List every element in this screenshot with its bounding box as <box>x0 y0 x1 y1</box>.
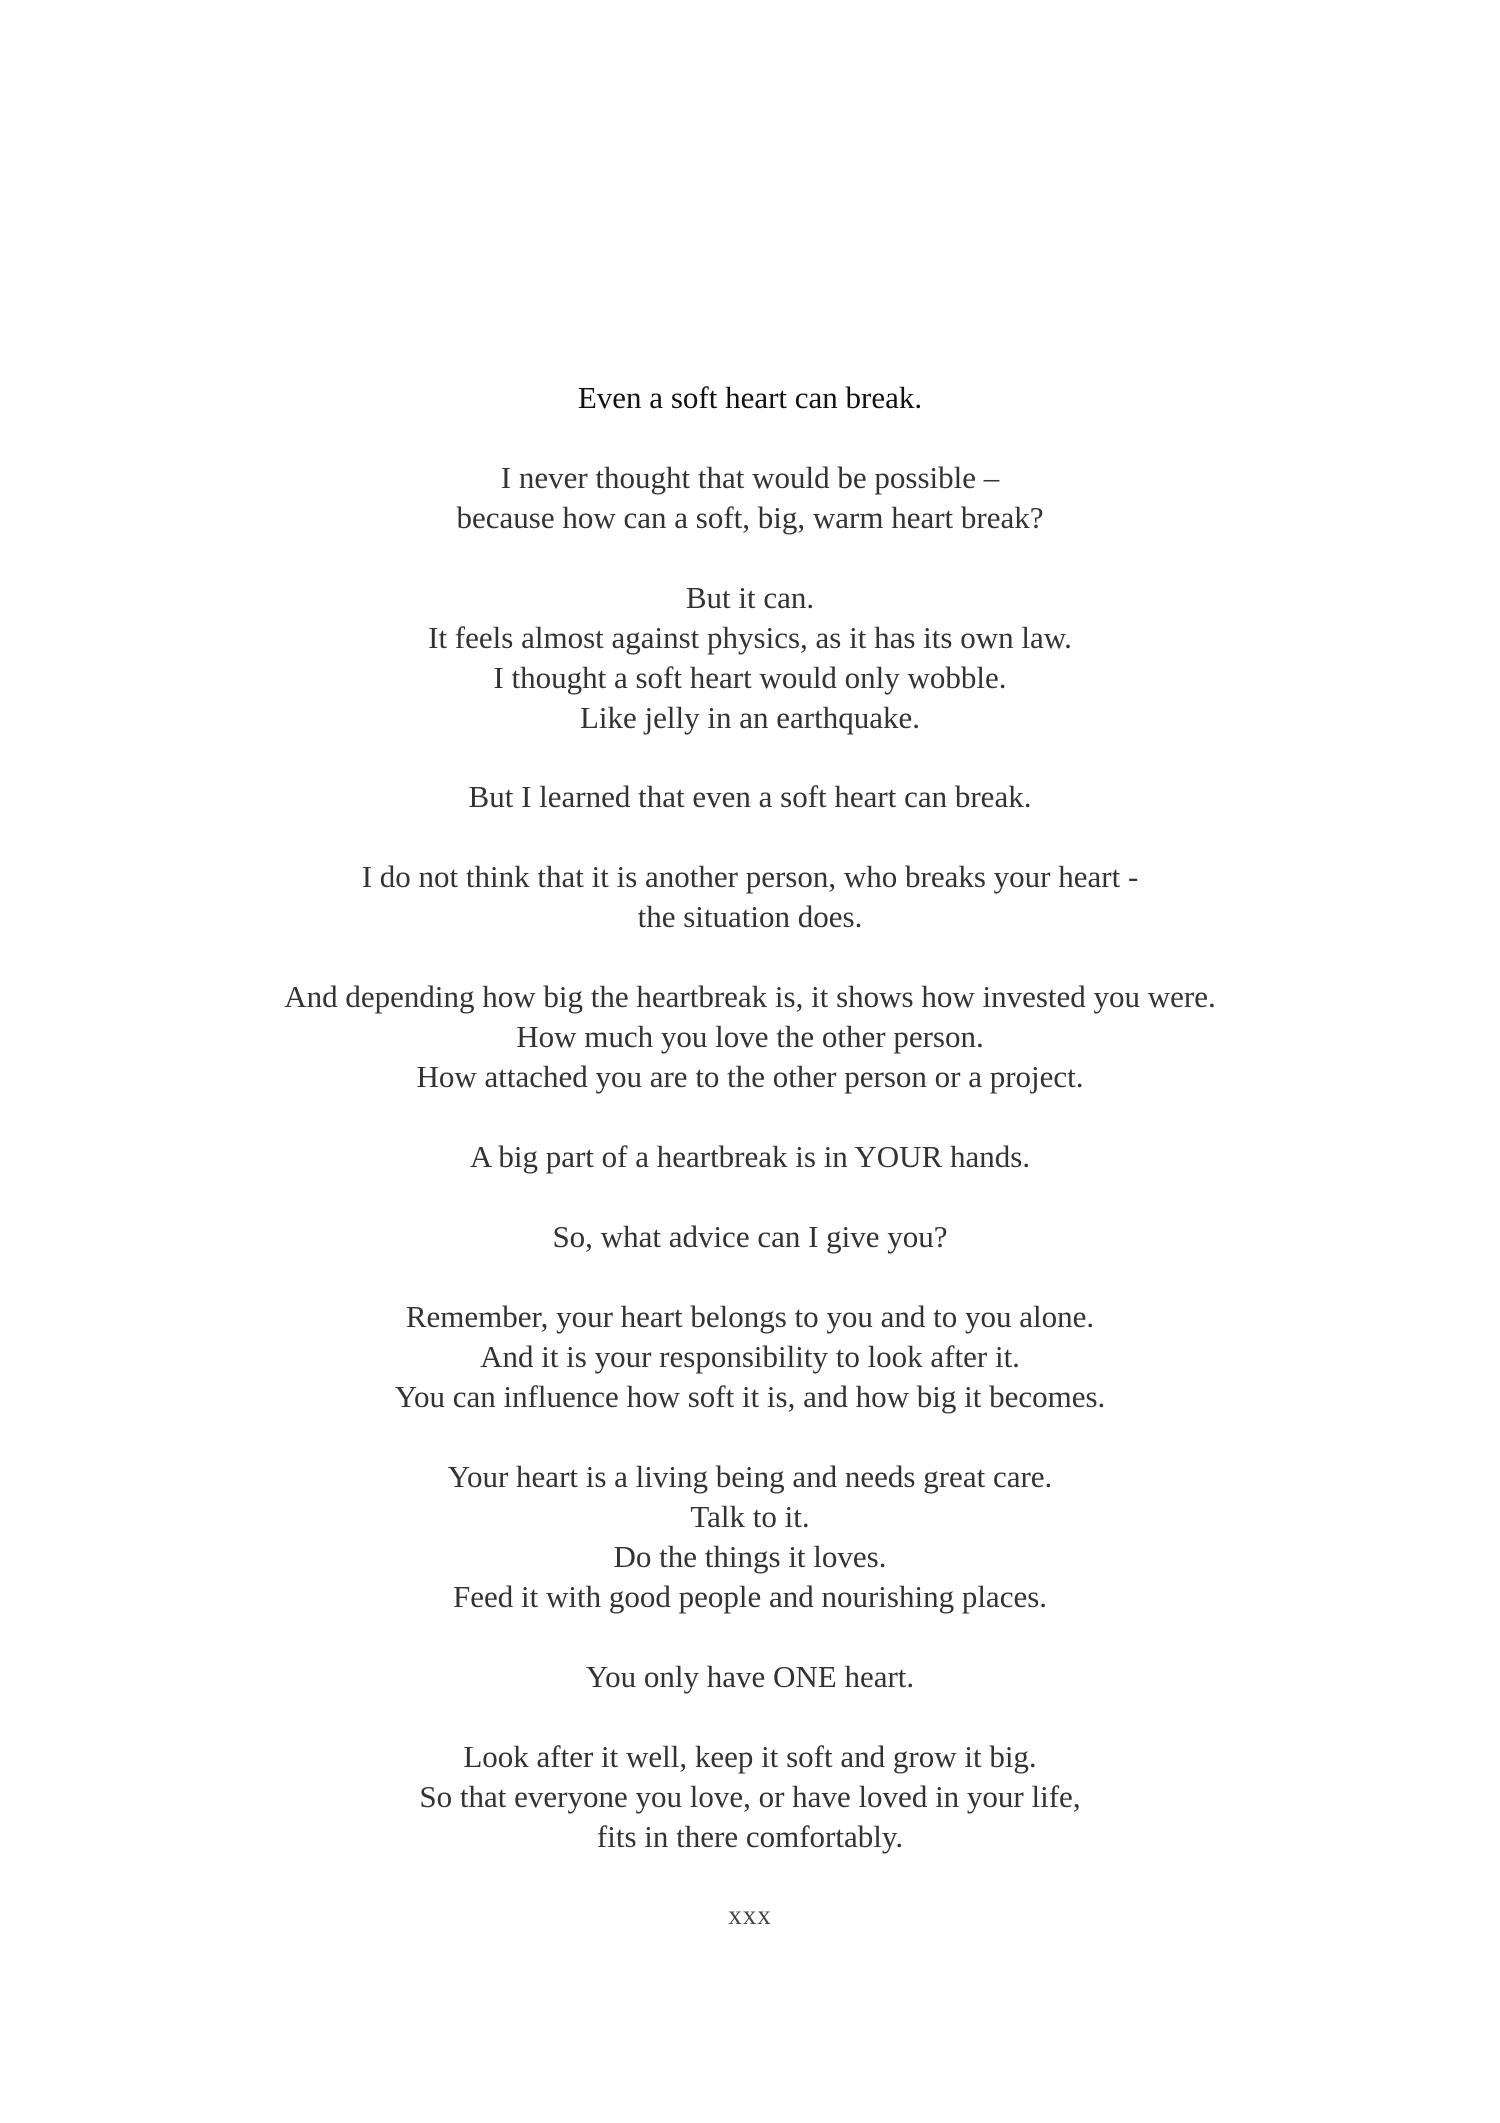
poem-line: But it can. <box>685 580 815 615</box>
stanza-10 <box>0 1657 1500 1697</box>
stanza-2 <box>0 578 1500 738</box>
poem-line: And depending how big the heartbreak is, it shows how invested you were. <box>284 979 1216 1014</box>
poem-line: Your heart is a living being and needs great care. <box>447 1459 1053 1494</box>
poem-title: Even a soft heart can break. <box>577 380 923 415</box>
poem-line: fits in there comfortably. <box>596 1819 904 1854</box>
poem-line: Feed it with good people and nourishing places. <box>452 1579 1048 1614</box>
poem-line: It feels almost against physics, as it has its own law. <box>428 620 1072 655</box>
poem-line: Like jelly in an earthquake. <box>579 700 920 735</box>
poem-line: You can influence how soft it is, and how big it becomes. <box>394 1379 1106 1414</box>
poem-line: A big part of a heartbreak is in YOUR hands. <box>469 1139 1031 1174</box>
stanza-7 <box>0 1217 1500 1257</box>
poem-line: Talk to it. <box>690 1499 810 1534</box>
poem-line: How much you love the other person. <box>516 1019 984 1054</box>
poem-line: Look after it well, keep it soft and grow it big. <box>463 1739 1037 1774</box>
poem-line: How attached you are to the other person or a project. <box>416 1059 1084 1094</box>
stanza-6 <box>0 1137 1500 1177</box>
stanza-11 <box>0 1737 1500 1857</box>
poem-line: So, what advice can I give you? <box>552 1219 948 1254</box>
stanza-5 <box>0 977 1500 1097</box>
poem-line: I do not think that it is another person, who breaks your heart - <box>361 859 1139 894</box>
poem-line: I never thought that would be possible – <box>500 460 1000 495</box>
poem-line: Remember, your heart belongs to you and to you alone. <box>405 1299 1095 1334</box>
poem-line: I thought a soft heart would only wobble. <box>493 660 1007 695</box>
stanza-4 <box>0 857 1500 937</box>
stanza-8 <box>0 1297 1500 1417</box>
stanza-3 <box>0 777 1500 817</box>
stanza-1 <box>0 458 1500 538</box>
signoff: xxx <box>728 1900 772 1930</box>
poem-line: So that everyone you love, or have loved in your life, <box>419 1779 1081 1814</box>
stanza-9 <box>0 1457 1500 1617</box>
poem-line: But I learned that even a soft heart can break. <box>468 779 1032 814</box>
poem-line: And it is your responsibility to look after it. <box>480 1339 1020 1374</box>
poem-line: You only have ONE heart. <box>585 1659 915 1694</box>
poem-line: the situation does. <box>637 899 863 934</box>
poem-line: because how can a soft, big, warm heart break? <box>456 500 1044 535</box>
poem-line: Do the things it loves. <box>613 1539 887 1574</box>
